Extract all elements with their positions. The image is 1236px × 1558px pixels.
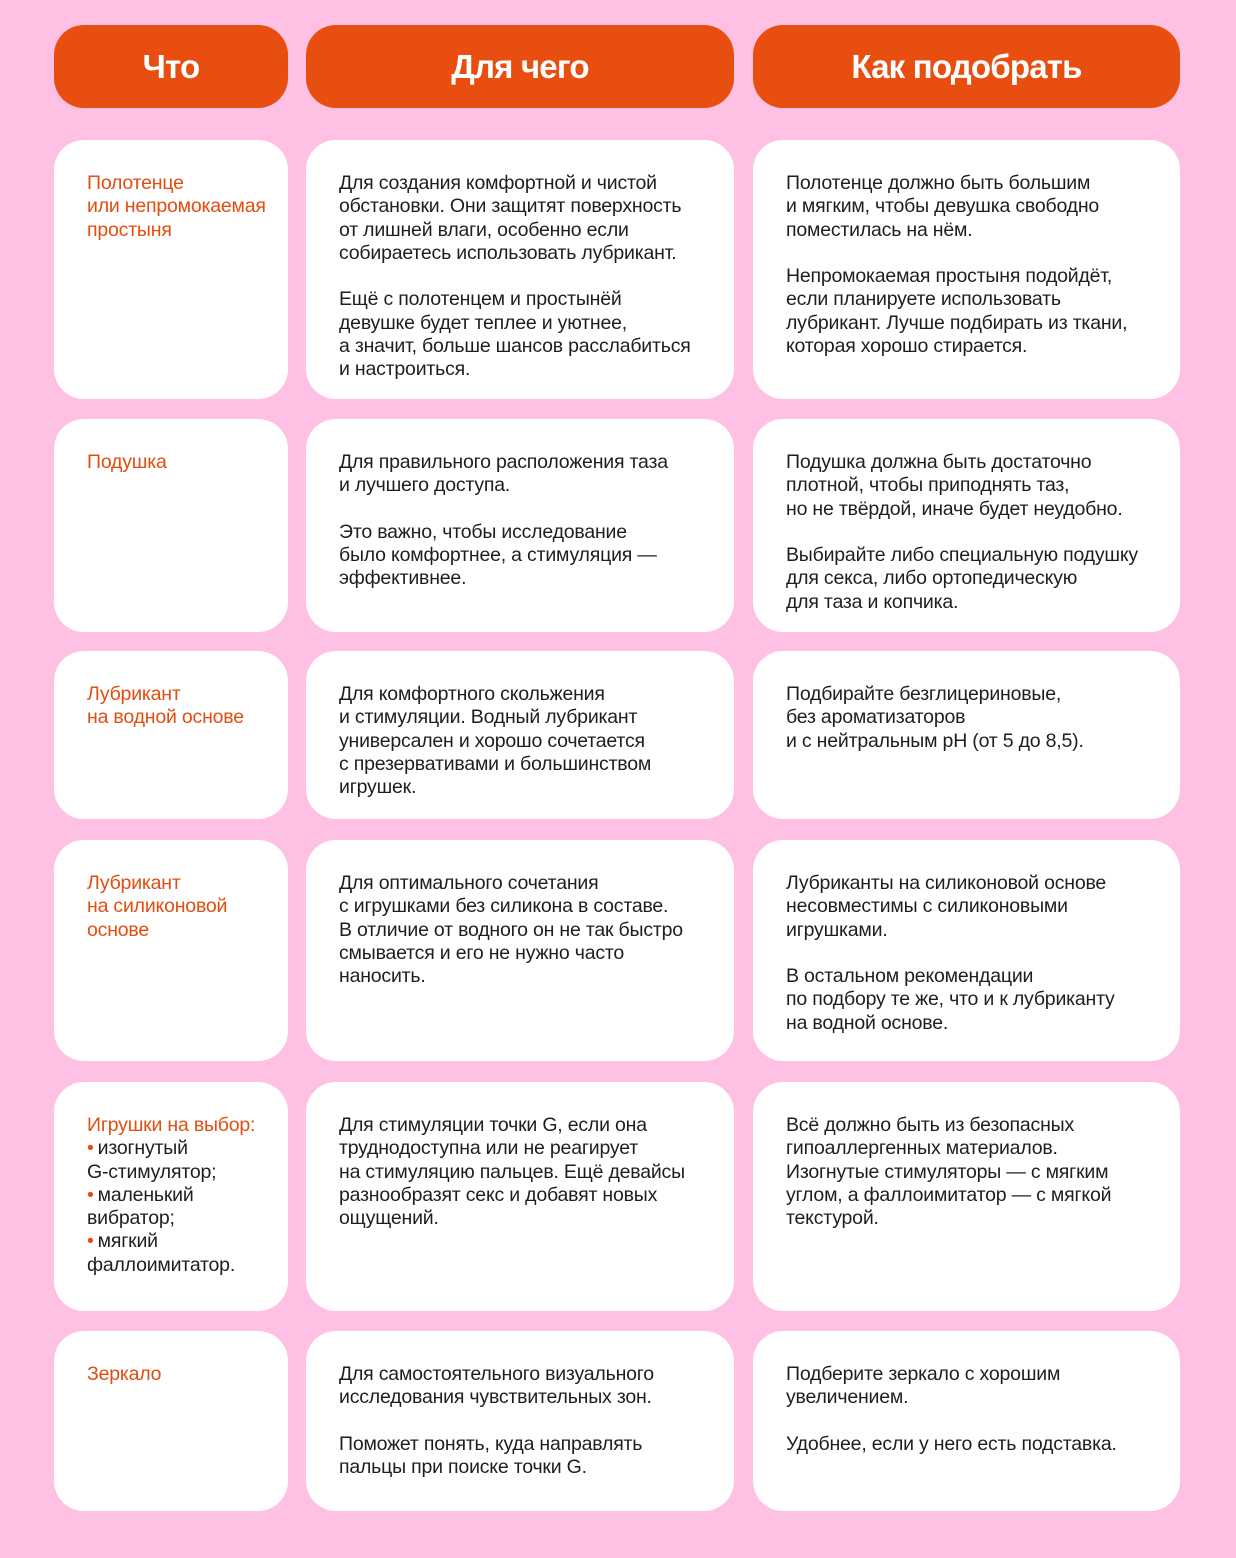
row-5-how bbox=[753, 1082, 1180, 1311]
header-why: Для чего bbox=[306, 25, 734, 108]
row-3-why-p1: Для комфортного скольжения и стимуляции. Водный лубрикант универсален и хорошо сочетается с презервативами и большинством игрушек. bbox=[339, 683, 652, 799]
row-5-what-item-1: изогнутый G-стимулятор; bbox=[87, 1137, 217, 1183]
row-1-how bbox=[753, 140, 1180, 399]
row-6-why bbox=[306, 1331, 734, 1511]
row-1-why bbox=[306, 140, 734, 399]
row-1-how-p1: Полотенце должно быть большим и мягким, чтобы девушка свободно поместилась на нём. bbox=[786, 172, 1100, 241]
row-5-what bbox=[54, 1082, 288, 1311]
row-3-what bbox=[54, 651, 288, 819]
row-6-what-text: Зеркало bbox=[87, 1363, 162, 1385]
row-5-what-title: Игрушки на выбор: bbox=[87, 1114, 256, 1136]
row-1-what-text: Полотенце или непромокаемая простыня bbox=[87, 172, 266, 241]
header-how: Как подобрать bbox=[753, 25, 1180, 108]
row-3-why bbox=[306, 651, 734, 819]
row-5-why-p1: Для стимуляции точки G, если она труднодоступна или не реагирует на стимуляцию пальцев. Ещё девайсы разнообразят секс и добавят новых ощущений. bbox=[339, 1114, 685, 1230]
header-what: Что bbox=[54, 25, 288, 108]
row-6-why-p1: Для самостоятельного визуального исследования чувствительных зон. bbox=[339, 1363, 654, 1409]
row-4-why bbox=[306, 840, 734, 1061]
row-4-what bbox=[54, 840, 288, 1061]
row-2-how-p1: Подушка должна быть достаточно плотной, чтобы приподнять таз, но не твёрдой, иначе будет неудобно. bbox=[786, 451, 1123, 520]
row-2-how bbox=[753, 419, 1180, 632]
row-4-why-p1: Для оптимального сочетания с игрушками без силикона в составе. В отличие от водного он не так быстро смывается и его не нужно часто наносить. bbox=[339, 872, 683, 988]
row-5-why bbox=[306, 1082, 734, 1311]
row-5-how-p1: Всё должно быть из безопасных гипоаллергенных материалов. Изогнутые стимуляторы — с мягким углом, а фаллоимитатор — с мягкой текстурой. bbox=[786, 1114, 1112, 1230]
row-3-how bbox=[753, 651, 1180, 819]
row-5-what-item-3: мягкий фаллоимитатор. bbox=[87, 1230, 236, 1276]
row-2-why bbox=[306, 419, 734, 632]
list-item bbox=[87, 1184, 256, 1231]
row-3-what-text: Лубрикант на водной основе bbox=[87, 683, 244, 729]
row-6-why-p2: Поможет понять, куда направлять пальцы при поиске точки G. bbox=[339, 1432, 643, 1479]
row-2-how-p2: Выбирайте либо специальную подушку для секса, либо ортопедическую для таза и копчика. bbox=[786, 544, 1138, 613]
list-item bbox=[87, 1137, 256, 1184]
row-2-what bbox=[54, 419, 288, 632]
row-4-how-p1: Лубриканты на силиконовой основе несовместимы с силиконовыми игрушками. bbox=[786, 872, 1107, 941]
row-6-what bbox=[54, 1331, 288, 1511]
row-3-how-p1: Подбирайте безглицериновые, без ароматизаторов и с нейтральным pH (от 5 до 8,5). bbox=[786, 683, 1084, 752]
row-6-how-p1: Подберите зеркало с хорошим увеличением. bbox=[786, 1363, 1061, 1409]
list-item bbox=[87, 1230, 256, 1277]
row-1-how-p2: Непромокаемая простыня подойдёт, если планируете использовать лубрикант. Лучше подбирать из ткани, которая хорошо стирается. bbox=[786, 265, 1128, 358]
row-1-why-p2: Ещё с полотенцем и простынёй девушке будет теплее и уютнее, а значит, больше шансов расслабиться и настроиться. bbox=[339, 288, 691, 381]
row-2-why-p1: Для правильного расположения таза и лучшего доступа. bbox=[339, 451, 668, 497]
row-2-what-text: Подушка bbox=[87, 451, 167, 473]
row-6-how bbox=[753, 1331, 1180, 1511]
row-4-how-p2: В остальном рекомендации по подбору те же, что и к лубриканту на водной основе. bbox=[786, 965, 1115, 1034]
row-2-why-p2: Это важно, чтобы исследование было комфортнее, а стимуляция — эффективнее. bbox=[339, 520, 657, 590]
bullet-icon: • bbox=[87, 1230, 94, 1253]
row-1-why-p1: Для создания комфортной и чистой обстановки. Они защитят поверхность от лишней влаги, особенно если собираетесь использовать лубрикант. bbox=[339, 172, 682, 264]
row-4-how bbox=[753, 840, 1180, 1061]
bullet-icon: • bbox=[87, 1137, 94, 1160]
row-5-what-item-2: маленький вибратор; bbox=[87, 1183, 194, 1230]
row-4-what-text: Лубрикант на силиконовой основе bbox=[87, 872, 228, 941]
row-6-how-p2: Удобнее, если у него есть подставка. bbox=[786, 1432, 1117, 1455]
row-1-what bbox=[54, 140, 288, 399]
bullet-icon: • bbox=[87, 1183, 94, 1206]
